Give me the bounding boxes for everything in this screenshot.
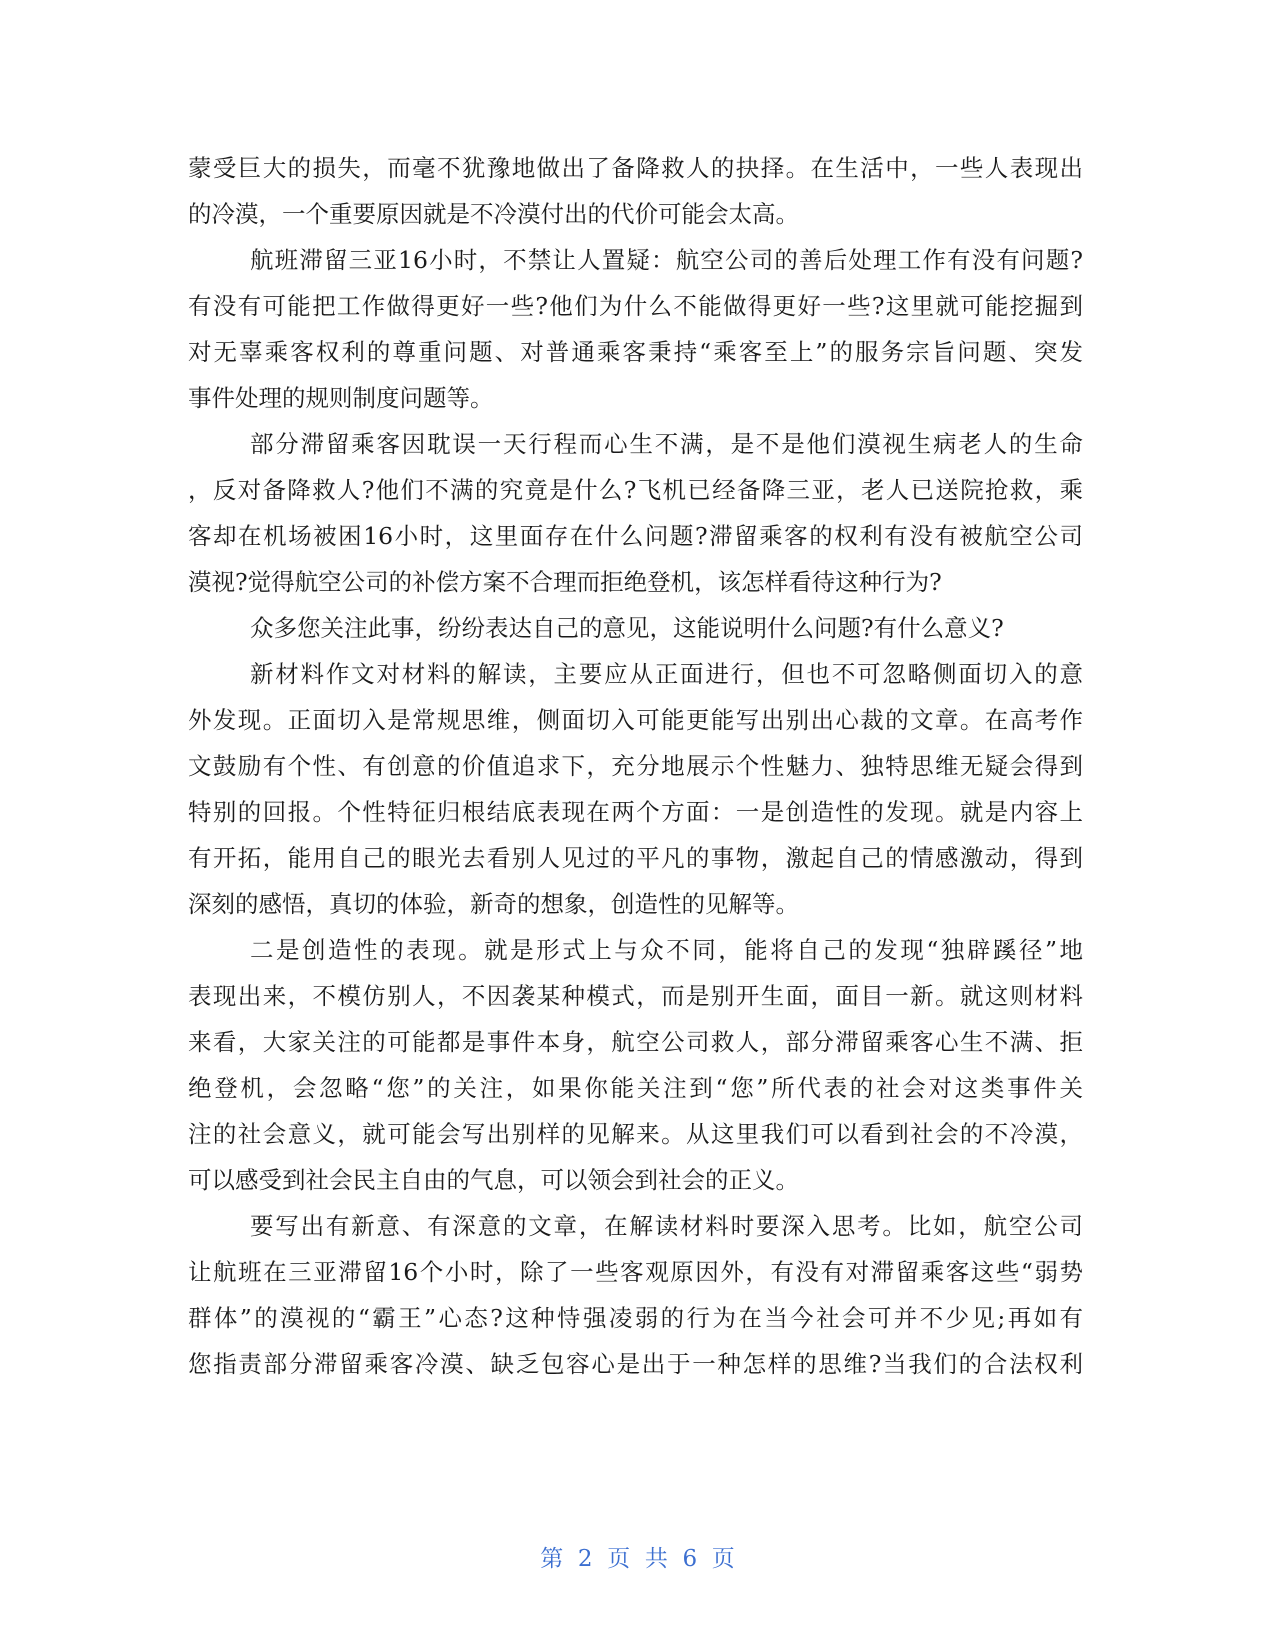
text-line: 您指责部分滞留乘客冷漠、缺乏包容心是出于一种怎样的思维?当我们的合法权利 xyxy=(188,1350,1083,1378)
text-line: 可以感受到社会民主自由的气息，可以领会到社会的正义。 xyxy=(188,1166,799,1194)
footer-di: 第 xyxy=(540,1546,564,1572)
text-line: 让航班在三亚滞留16个小时，除了一些客观原因外，有没有对滞留乘客这些“弱势 xyxy=(188,1258,1083,1286)
text-line: 表现出来，不模仿别人，不因袭某种模式，而是别开生面，面目一新。就这则材料 xyxy=(188,982,1083,1010)
text-line: 特别的回报。个性特征归根结底表现在两个方面：一是创造性的发现。就是内容上 xyxy=(188,798,1083,826)
text-line: 漠视?觉得航空公司的补偿方案不合理而拒绝登机，该怎样看待这种行为? xyxy=(188,568,942,596)
text-line: 注的社会意义，就可能会写出别样的见解来。从这里我们可以看到社会的不冷漠， xyxy=(188,1120,1083,1148)
text-line: 来看，大家关注的可能都是事件本身，航空公司救人，部分滞留乘客心生不满、拒 xyxy=(188,1028,1083,1056)
text-line: 事件处理的规则制度问题等。 xyxy=(188,384,494,412)
text-line: 众多您关注此事，纷纷表达自己的意见，这能说明什么问题?有什么意义? xyxy=(250,614,1004,642)
text-line: 深刻的感悟，真切的体验，新奇的想象，创造性的见解等。 xyxy=(188,890,799,918)
text-line: 客却在机场被困16小时，这里面存在什么问题?滞留乘客的权利有没有被航空公司 xyxy=(188,522,1083,550)
text-line: 航班滞留三亚16小时，不禁让人置疑：航空公司的善后处理工作有没有问题? xyxy=(250,246,1083,274)
text-line: 对无辜乘客权利的尊重问题、对普通乘客秉持“乘客至上”的服务宗旨问题、突发 xyxy=(188,338,1083,366)
text-line: 绝登机，会忽略“您”的关注，如果你能关注到“您”所代表的社会对这类事件关 xyxy=(188,1074,1083,1102)
text-line: 部分滞留乘客因耽误一天行程而心生不满，是不是他们漠视生病老人的生命 xyxy=(250,430,1083,458)
page-footer xyxy=(0,1540,1275,1573)
text-line: 有没有可能把工作做得更好一些?他们为什么不能做得更好一些?这里就可能挖掘到 xyxy=(188,292,1083,320)
text-line: 新材料作文对材料的解读，主要应从正面进行，但也不可忽略侧面切入的意 xyxy=(250,660,1083,688)
text-line: 二是创造性的表现。就是形式上与众不同，能将自己的发现“独辟蹊径”地 xyxy=(250,936,1083,964)
footer-gong: 共 xyxy=(644,1546,668,1572)
text-line: 有开拓，能用自己的眼光去看别人见过的平凡的事物，激起自己的情感激动，得到 xyxy=(188,844,1083,872)
footer-ye2: 页 xyxy=(711,1546,735,1572)
text-line: 外发现。正面切入是常规思维，侧面切入可能更能写出别出心裁的文章。在高考作 xyxy=(188,706,1083,734)
text-line: 蒙受巨大的损失，而毫不犹豫地做出了备降救人的抉择。在生活中，一些人表现出 xyxy=(188,154,1083,182)
text-line: ，反对备降救人?他们不满的究竟是什么?飞机已经备降三亚，老人已送院抢救，乘 xyxy=(188,476,1083,504)
text-line: 群体”的漠视的“霸王”心态?这种恃强凌弱的行为在当今社会可并不少见;再如有 xyxy=(188,1304,1083,1332)
text-line: 的冷漠，一个重要原因就是不冷漠付出的代价可能会太高。 xyxy=(188,200,799,228)
text-line: 要写出有新意、有深意的文章，在解读材料时要深入思考。比如，航空公司 xyxy=(250,1212,1083,1240)
text-line: 文鼓励有个性、有创意的价值追求下，充分地展示个性魅力、独特思维无疑会得到 xyxy=(188,752,1083,780)
footer-page-number: 2 xyxy=(577,1546,593,1572)
footer-ye: 页 xyxy=(607,1546,631,1572)
footer-total-pages: 6 xyxy=(682,1546,698,1572)
